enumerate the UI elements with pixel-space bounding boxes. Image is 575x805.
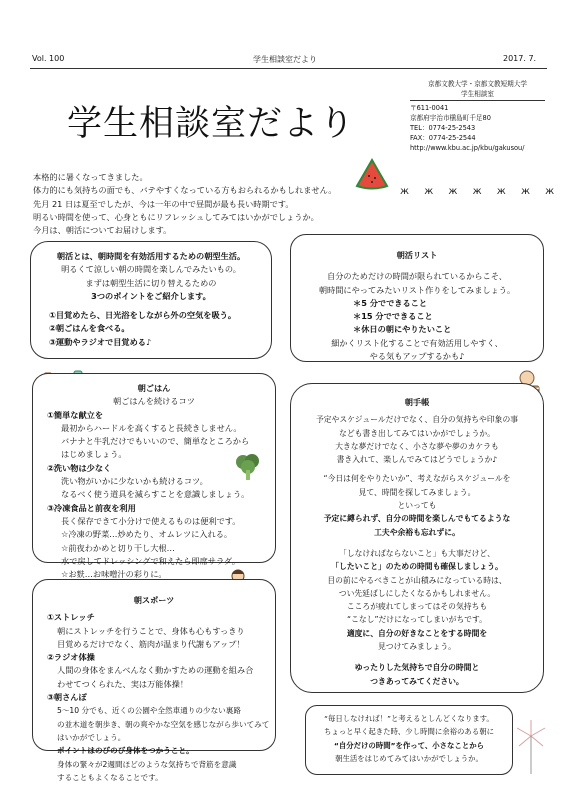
list-item: ＊5 分でできること: [353, 297, 428, 308]
notebook-line: つい先延ばしにしたくなるかもしれません。: [338, 588, 496, 598]
sports-line: ポイントはのびのび身体をつかうこと。: [57, 746, 194, 756]
list-line: 細かくリスト化することで有効活用しやすく、: [331, 337, 503, 348]
notebook-line: “こなし”だけになってしまいがちです。: [347, 615, 487, 625]
point-item: ②朝ごはんを食べる。: [49, 323, 130, 334]
sports-line: 身体の緊々が2週間ほどのような気持ちで背筋を意識: [57, 759, 237, 769]
firework-icon: [513, 716, 549, 776]
footer-line: “自分だけの時間”を作って、小さなことから: [334, 740, 484, 750]
breakfast-heading: ②洗い物は少なく: [47, 462, 112, 473]
list-title: 朝活リスト: [396, 250, 438, 260]
sports-line: することもよくなることです。: [57, 772, 163, 782]
notebook-line: 適度に、自分の好きなことをする時間を: [346, 628, 488, 638]
asakatsu-line: 朝活とは、朝時間を有効活用するための朝型生活。: [56, 251, 246, 261]
intro-line: 体力的にも気持ちの面でも、バテやすくなっている方もおられるかもしれません。: [33, 185, 337, 196]
notebook-line: 「しなければならないこと」も大事だけど、: [339, 548, 495, 558]
asakatsu-line: まずは朝型生活に切り替えるための: [85, 277, 217, 288]
watermelon-icon: [355, 158, 389, 190]
breakfast-line: 長く保存できて小分けで使えるものは便利です。: [61, 515, 241, 526]
breakfast-line: 最初からハードルを高くすると長続きしません。: [61, 422, 242, 433]
intro-line: 今月は、朝活についてお届けします。: [33, 225, 172, 236]
notebook-line: ゆったりした気持ちで自分の時間と: [354, 663, 480, 673]
intro-line: 明るい時間を使って、心身ともにリフレッシュしてみてはいかがでしょうか。: [33, 211, 319, 222]
breakfast-heading: ③冷凍食品と前夜を利用: [47, 502, 136, 513]
asakatsu-line: 3つのポイントをご紹介します。: [91, 290, 211, 301]
broccoli-icon: [234, 452, 262, 482]
tel-number: TEL：0774-25-2543: [410, 124, 476, 132]
address-block: [410, 79, 545, 153]
breakfast-title: 朝ごはん: [137, 383, 171, 393]
breakfast-subtitle: 朝ごはんを続けるコツ: [113, 396, 195, 407]
asakatsu-list-box: [290, 234, 544, 362]
breakfast-line: ☆前夜わかめと切り干し大根…: [61, 542, 175, 553]
notebook-line: 見て、時間を探してみましょう。: [358, 487, 476, 497]
sports-line: 人間の身体をまんべんなく動かすための運動を組み合: [57, 665, 254, 676]
notebook-line: 見つけてみましょう。: [378, 642, 456, 652]
footer-line: 朝生活をはじめてみてはいかがでしょうか。: [335, 753, 483, 763]
notebook-line: 「したいこと」のための時間も確保しましょう。: [331, 562, 503, 572]
breakfast-line: バナナと牛乳だけでもいいので、簡単なところから: [61, 436, 250, 447]
notebook-line: 予定やスケジュールだけでなく、自分の気持ちや印象の事: [315, 415, 519, 425]
breakfast-line: 洗い物がいかに少ないかも続けるコツ。: [61, 476, 208, 487]
breakfast-line: ☆お麩…お味噌汁の彩りに。: [61, 569, 167, 580]
notebook-title: 朝手帳: [404, 397, 430, 407]
sports-heading: ③朝さんぽ: [47, 692, 87, 703]
list-line: やる気もアップするかも♪: [369, 351, 465, 362]
office-name: 学生相談室: [461, 90, 494, 98]
notebook-spacer: [291, 539, 543, 547]
breakfast-line: なるべく使う道具を減らすことを意識しましょう。: [61, 489, 250, 500]
sports-line: の並木道を朝歩き、朝の爽やかな空気を感じながら歩いてみて: [57, 719, 270, 729]
street-address: 京都府宇治市槇島町千足80: [410, 114, 491, 122]
intro-line: 先月 21 日は夏至でしたが、今は一年の中で昼間が最も長い時期です。: [33, 198, 294, 209]
list-item: ＊15 分でできること: [353, 311, 433, 322]
sports-heading: ②ラジオ体操: [47, 652, 95, 663]
intro-line: 本格的に暑くなってきました。: [33, 172, 148, 182]
notebook-line: 大きな夢だけでなく、小さな夢や夢のカケラも: [335, 441, 499, 451]
point-item: ①目覚めたら、日光浴をしながら外の空気を吸う。: [49, 310, 237, 321]
intro-text: [33, 171, 336, 237]
breakfast-line: 水で戻してドレッシングで和えたら即席サラダ。: [61, 555, 240, 566]
sports-heading: ①ストレッチ: [47, 612, 95, 623]
sports-line: 目覚めるだけでなく、筋肉が温まり代謝もアップ！: [57, 638, 245, 649]
point-item: ③運動やラジオで目覚める♪: [49, 336, 152, 347]
list-line: 朝時間にやってみたいリスト作りをしてみましょう。: [318, 284, 516, 295]
notebook-line: こころが疲れてしまってはその気持ちも: [346, 602, 488, 612]
notebook-box: [290, 383, 544, 693]
footer-message-box: [305, 705, 513, 775]
breakfast-line: はじめましょう。: [61, 449, 127, 460]
volume-number: Vol. 100: [32, 54, 65, 63]
website-link[interactable]: http://www.kbu.ac.jp/kbu/gakusou/: [410, 144, 525, 152]
postal-code: 〒611-0041: [410, 104, 449, 112]
fax-number: FAX：0774-25-2544: [410, 134, 476, 142]
notebook-line: 目の前にやるべきことが山積みになっている時は、: [327, 575, 507, 585]
asakatsu-line: 明るくて涼しい朝の時間を楽しんでみたいもの。: [61, 264, 241, 275]
sports-line: わせてつくられた、実は万能体操！: [57, 678, 189, 689]
notebook-line: 予定に縛られず、自分の時間を楽しんでもてるような: [323, 514, 511, 524]
issue-date: 2017. 7.: [503, 54, 537, 63]
notebook-line: 書き入れて、楽しんでみてはどうでしょうか♪: [336, 455, 498, 465]
address-rule: [410, 100, 545, 101]
header-newsletter-name: 学生相談室だより: [253, 55, 317, 64]
sports-box: [32, 579, 276, 782]
breakfast-line: ☆冷凍の野菜…炒めたり、オムレツに入れる。: [61, 529, 233, 540]
org-name: 京都文教大学・京都文教短期大学: [428, 80, 527, 88]
notebook-line: といっても: [397, 501, 437, 511]
ant-trail-icon: ж ж ж ж ж ж ж: [400, 186, 561, 197]
list-item: ＊休日の朝にやりたいこと: [353, 324, 452, 335]
notebook-line: つきあってみてください。: [370, 676, 464, 686]
notebook-spacer: [291, 653, 543, 661]
sports-line: 5～10 分でも、近くの公園や全然車通りの少ない裏路: [57, 706, 241, 716]
sports-title: 朝スポーツ: [133, 595, 175, 605]
asakatsu-intro-box: [30, 241, 272, 359]
notebook-line: “今日は何をやりたいか”、考えながらスケジュールを: [323, 474, 511, 484]
notebook-line: なども書き出してみてはいかがでしょうか。: [339, 428, 495, 438]
notebook-line: 工夫や余裕も忘れずに。: [374, 527, 460, 537]
footer-line: ちょっと早く起きた時、少し時間に余裕のある朝に: [324, 727, 494, 737]
sports-line: 朝にストレッチを行うことで、身体も心もすっきり: [57, 625, 245, 636]
sports-line: はいかがでしょう。: [57, 732, 126, 742]
header-rule: [30, 68, 547, 69]
breakfast-heading: ①簡単な献立を: [47, 409, 104, 420]
footer-line: “毎日しなければ！”と考えるとしんどくなります。: [324, 714, 494, 723]
page-title: 学生相談室だより: [67, 104, 356, 144]
list-line: 自分のためだけの時間が限られているからこそ、: [327, 271, 507, 282]
